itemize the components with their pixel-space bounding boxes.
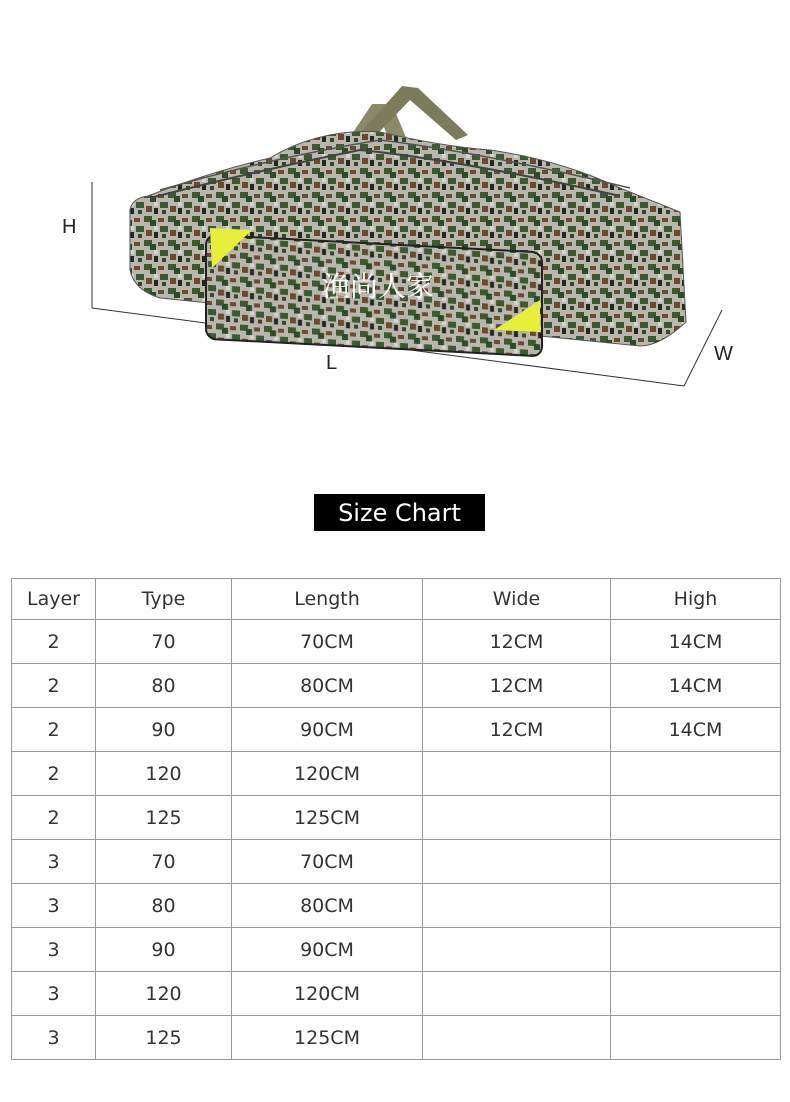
height-label: H <box>62 216 77 238</box>
table-header-row <box>12 579 781 620</box>
cell-layer: 2 <box>12 752 96 796</box>
length-label: L <box>326 352 338 374</box>
fishing-bag-illustration <box>0 0 790 440</box>
cell-high <box>611 796 781 840</box>
cell-wide: 12CM <box>423 708 611 752</box>
cell-type: 120 <box>96 972 232 1016</box>
size-chart-table <box>11 578 781 1060</box>
cell-type: 70 <box>96 620 232 664</box>
cell-type: 125 <box>96 1016 232 1060</box>
cell-length: 80CM <box>232 884 423 928</box>
cell-type: 125 <box>96 796 232 840</box>
cell-length: 80CM <box>232 664 423 708</box>
cell-high <box>611 752 781 796</box>
cell-high <box>611 928 781 972</box>
cell-layer: 3 <box>12 840 96 884</box>
size-chart-title: Size Chart <box>314 494 485 531</box>
cell-wide: 12CM <box>423 620 611 664</box>
cell-high: 14CM <box>611 664 781 708</box>
cell-type: 70 <box>96 840 232 884</box>
cell-high <box>611 1016 781 1060</box>
cell-wide: 12CM <box>423 664 611 708</box>
table-row <box>12 620 781 664</box>
cell-high: 14CM <box>611 620 781 664</box>
cell-length: 125CM <box>232 1016 423 1060</box>
product-figure <box>0 0 790 440</box>
table-row <box>12 708 781 752</box>
cell-layer: 3 <box>12 928 96 972</box>
cell-type: 80 <box>96 664 232 708</box>
cell-length: 90CM <box>232 928 423 972</box>
cell-layer: 3 <box>12 884 96 928</box>
cell-length: 120CM <box>232 752 423 796</box>
width-label: W <box>714 343 733 365</box>
cell-wide <box>423 972 611 1016</box>
cell-type: 120 <box>96 752 232 796</box>
header-wide: Wide <box>423 579 611 620</box>
cell-type: 90 <box>96 928 232 972</box>
cell-layer: 2 <box>12 620 96 664</box>
table-row <box>12 928 781 972</box>
cell-type: 90 <box>96 708 232 752</box>
cell-length: 120CM <box>232 972 423 1016</box>
cell-wide <box>423 840 611 884</box>
cell-high: 14CM <box>611 708 781 752</box>
cell-wide <box>423 796 611 840</box>
cell-layer: 3 <box>12 972 96 1016</box>
header-type: Type <box>96 579 232 620</box>
cell-length: 70CM <box>232 840 423 884</box>
header-layer: Layer <box>12 579 96 620</box>
table-row <box>12 884 781 928</box>
table-row <box>12 796 781 840</box>
table-row <box>12 840 781 884</box>
table-row <box>12 752 781 796</box>
cell-length: 90CM <box>232 708 423 752</box>
cell-wide <box>423 752 611 796</box>
cell-length: 125CM <box>232 796 423 840</box>
cell-wide <box>423 884 611 928</box>
table-row <box>12 1016 781 1060</box>
brand-logo-text: 渔尚人家 <box>322 270 435 303</box>
header-length: Length <box>232 579 423 620</box>
header-high: High <box>611 579 781 620</box>
cell-wide <box>423 928 611 972</box>
cell-layer: 2 <box>12 664 96 708</box>
table-row <box>12 972 781 1016</box>
table-row <box>12 664 781 708</box>
cell-high <box>611 840 781 884</box>
cell-layer: 2 <box>12 796 96 840</box>
cell-layer: 3 <box>12 1016 96 1060</box>
cell-high <box>611 972 781 1016</box>
cell-type: 80 <box>96 884 232 928</box>
cell-layer: 2 <box>12 708 96 752</box>
cell-high <box>611 884 781 928</box>
cell-length: 70CM <box>232 620 423 664</box>
cell-wide <box>423 1016 611 1060</box>
